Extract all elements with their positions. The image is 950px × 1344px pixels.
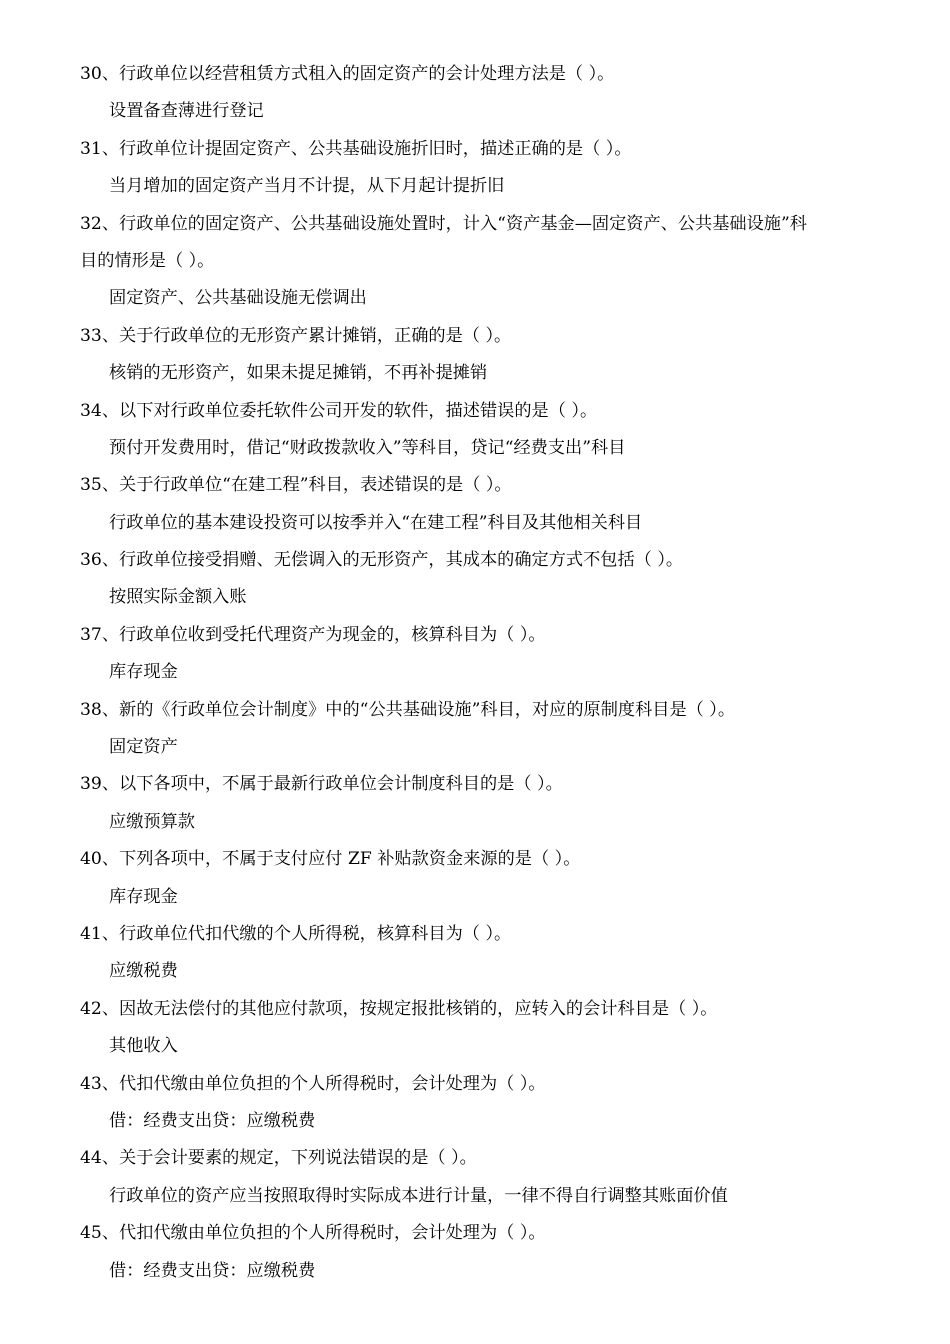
document-page [0,56,950,1290]
answer-37: 库存现金 [109,662,178,683]
answer-35: 行政单位的基本建设投资可以按季并入“在建工程”科目及其他相关科目 [109,512,643,533]
question-37: 37、行政单位收到受托代理资产为现金的，核算科目为（ ）。 [80,624,546,645]
question-34: 34、以下对行政单位委托软件公司开发的软件，描述错误的是（ ）。 [80,400,598,421]
question-40: 40、下列各项中，不属于支付应付 ZF 补贴款资金来源的是（ ）。 [80,849,581,870]
answer-39: 应缴预算款 [109,811,195,832]
question-35: 35、关于行政单位“在建工程”科目，表述错误的是（ ）。 [80,475,512,496]
question-33: 33、关于行政单位的无形资产累计摊销，正确的是（ ）。 [80,325,512,346]
answer-32: 固定资产、公共基础设施无偿调出 [109,288,367,309]
answer-36: 按照实际金额入账 [109,587,247,608]
question-41: 41、行政单位代扣代缴的个人所得税，核算科目为（ ）。 [80,923,512,944]
answer-31: 当月增加的固定资产当月不计提，从下月起计提折旧 [109,176,505,197]
answer-38: 固定资产 [109,737,178,758]
answer-44: 行政单位的资产应当按照取得时实际成本进行计量，一律不得自行调整其账面价值 [109,1185,728,1206]
question-30: 30、行政单位以经营租赁方式租入的固定资产的会计处理方法是（ ）。 [80,64,615,84]
question-42: 42、因故无法偿付的其他应付款项，按规定报批核销的，应转入的会计科目是（ ）。 [80,998,718,1019]
question-39: 39、以下各项中，不属于最新行政单位会计制度科目的是（ ）。 [80,774,563,795]
question-32: 32、行政单位的固定资产、公共基础设施处置时，计入“资产基金—固定资产、公共基础设施”科 [80,213,807,234]
answer-43: 借：经费支出贷：应缴税费 [109,1110,316,1131]
question-31: 31、行政单位计提固定资产、公共基础设施折旧时，描述正确的是（ ）。 [80,138,632,159]
answer-45: 借：经费支出贷：应缴税费 [109,1260,316,1281]
question-38: 38、新的《行政单位会计制度》中的“公共基础设施”科目，对应的原制度科目是（ ）。 [80,699,736,720]
question-43: 43、代扣代缴由单位负担的个人所得税时，会计处理为（ ）。 [80,1073,546,1094]
answer-33: 核销的无形资产，如果未提足摊销，不再补提摊销 [109,363,488,384]
question-44: 44、关于会计要素的规定，下列说法错误的是（ ）。 [80,1148,477,1169]
question-36: 36、行政单位接受捐赠、无偿调入的无形资产，其成本的确定方式不包括（ ）。 [80,550,684,571]
answer-30: 设置备查薄进行登记 [109,101,264,122]
question-32-continued: 目的情形是（ ）。 [80,250,215,271]
question-45: 45、代扣代缴由单位负担的个人所得税时，会计处理为（ ）。 [80,1223,546,1244]
answer-34: 预付开发费用时，借记“财政拨款收入”等科目，贷记“经费支出”科目 [109,437,626,458]
answer-41: 应缴税费 [109,961,178,982]
answer-40: 库存现金 [109,886,178,907]
answer-42: 其他收入 [109,1036,178,1057]
